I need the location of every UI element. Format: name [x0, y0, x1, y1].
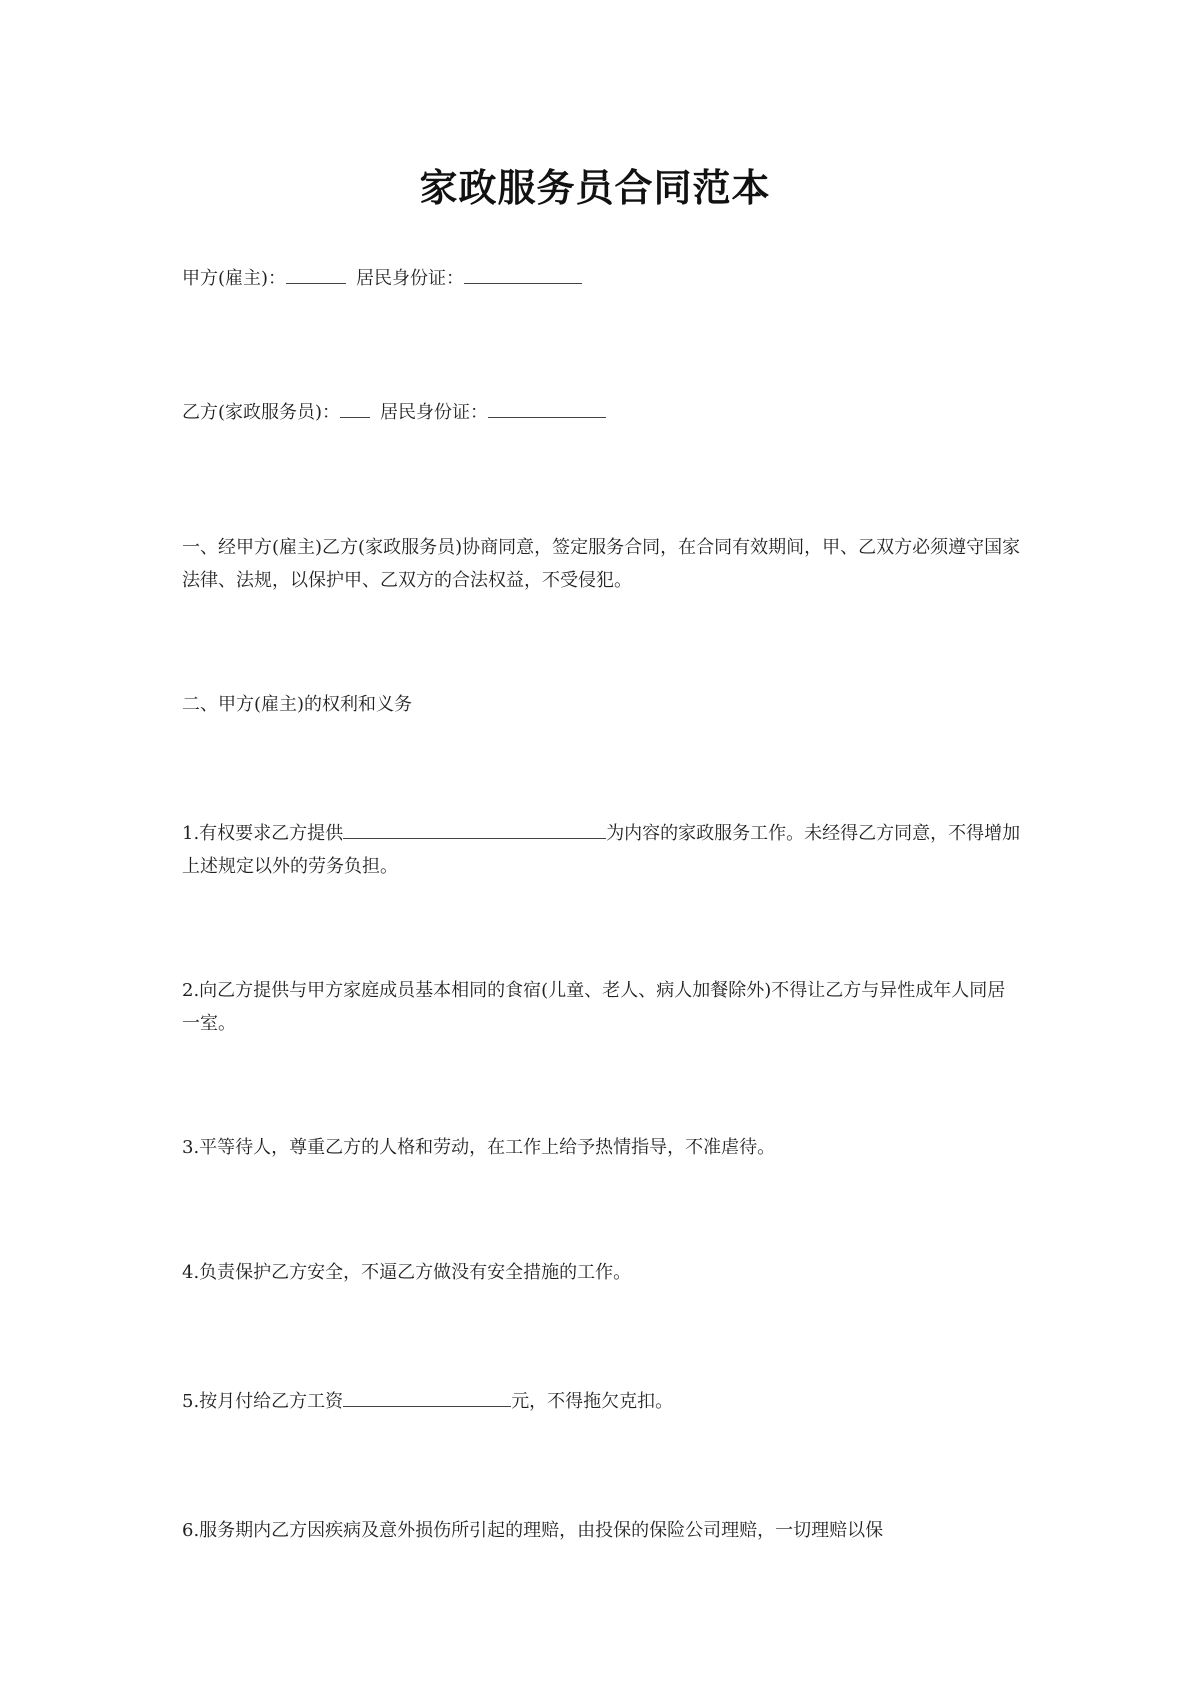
item-2-paragraph: 2.向乙方提供与甲方家庭成员基本相同的食宿(儿童、老人、病人加餐除外)不得让乙方与异性成年人同居一室。	[182, 980, 1006, 1034]
item-1-paragraph	[182, 817, 1022, 883]
item-1-service-blank[interactable]	[343, 820, 606, 839]
item-1-text-before: 1.有权要求乙方提供	[182, 823, 344, 844]
party-b-id-label: 居民身份证：	[380, 402, 489, 423]
item-1-text-after: 为内容的家政服务工作。未经得乙方同意，不得增加上述规定以外的劳务负担。	[182, 823, 1021, 877]
item-5-paragraph	[182, 1385, 1022, 1418]
party-a-line	[182, 262, 1022, 295]
party-a-id-blank[interactable]	[464, 265, 582, 284]
party-b-label: 乙方(家政服务员)：	[182, 402, 341, 423]
party-b-id-blank[interactable]	[488, 399, 606, 418]
party-a-name-blank[interactable]	[286, 265, 346, 284]
document-title: 家政服务员合同范本	[419, 165, 771, 210]
item-6-paragraph: 6.服务期内乙方因疾病及意外损伤所引起的理赔，由投保的保险公司理赔，一切理赔以保	[182, 1520, 884, 1541]
party-b-name-blank[interactable]	[340, 399, 370, 418]
item-5-text-after: 元，不得拖欠克扣。	[511, 1391, 674, 1412]
item-5-salary-blank[interactable]	[343, 1388, 511, 1407]
item-3-paragraph: 3.平等待人，尊重乙方的人格和劳动，在工作上给予热情指导，不准虐待。	[182, 1137, 776, 1158]
item-4-paragraph: 4.负责保护乙方安全，不逼乙方做没有安全措施的工作。	[182, 1262, 632, 1283]
section-1-paragraph: 一、经甲方(雇主)乙方(家政服务员)协商同意，签定服务合同，在合同有效期间，甲、乙双方必须遵守国家法律、法规，以保护甲、乙双方的合法权益，不受侵犯。	[182, 537, 1021, 591]
party-b-line	[182, 396, 1022, 429]
section-2-heading: 二、甲方(雇主)的权利和义务	[182, 694, 413, 715]
item-5-text-before: 5.按月付给乙方工资	[182, 1391, 344, 1412]
party-a-label: 甲方(雇主)：	[182, 268, 287, 289]
party-a-id-label: 居民身份证：	[356, 268, 465, 289]
